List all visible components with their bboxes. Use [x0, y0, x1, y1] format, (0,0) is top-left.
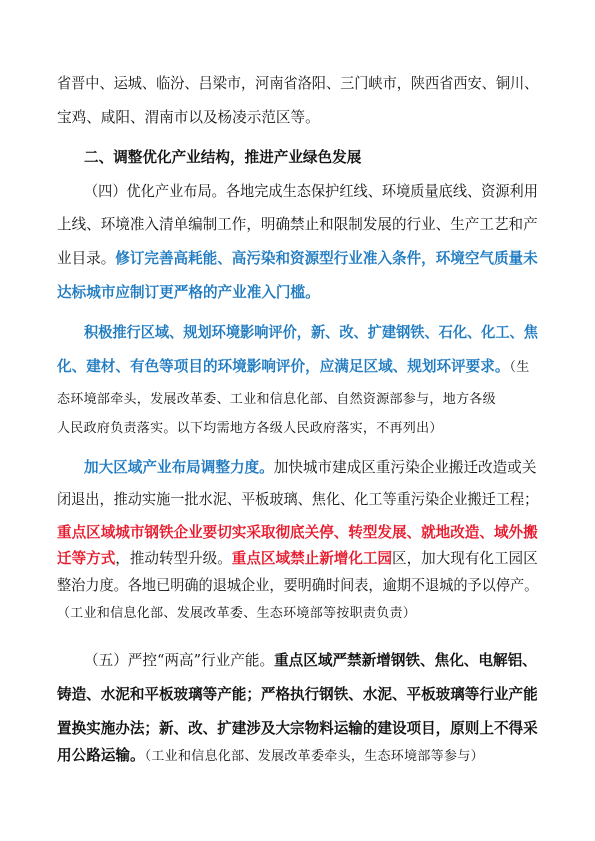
highlight-text: 积极推行区域、规划环境影响评价，新、改、扩建钢铁、石化、化工、焦 — [84, 324, 538, 341]
text-line: （四）优化产业布局。各地完成生态保护红线、环境质量底线、资源利用 — [84, 183, 538, 200]
highlight-text: 加大区域产业布局调整力度。 — [84, 459, 274, 476]
text-line — [57, 548, 538, 570]
highlight-text: 迁等方式 — [57, 550, 116, 567]
text-line: 人民政府负责落实。以下均需地方各级人民政府落实，不再列出） — [57, 421, 443, 436]
text-line — [84, 457, 536, 479]
text-line: 整治力度。各地已明确的退城企业，要明确时间表，逾期不退城的予以停产。 — [57, 577, 539, 594]
text-line: 省晋中、运城、临汾、吕梁市，河南省洛阳、三门峡市，陕西省西安、铜川、 — [57, 75, 539, 92]
text-segment: （工业和信息化部、发展改革委牵头，生态环境部等参与） — [144, 749, 484, 764]
text-line — [57, 248, 538, 270]
text-segment: 区，加大现有化工园区 — [392, 550, 538, 567]
text-line: 宝鸡、咸阳、渭南市以及杨凌示范区等。 — [57, 109, 320, 126]
text-line: （工业和信息化部、发展改革委、生态环境部等按职责负责） — [57, 606, 417, 621]
bold-text: 用公路运输。 — [57, 747, 145, 764]
highlight-text: 重点区域禁止新增化工园 — [231, 550, 393, 567]
text-line: 态环境部牵头，发展改革委、工业和信息化部、自然资源部参与，地方各级 — [57, 392, 496, 407]
text-line — [57, 745, 484, 767]
text-line: 闭退出，推动实施一批水泥、平板玻璃、焦化、化工等重污染企业搬迁工程； — [57, 491, 539, 508]
bold-text: 重点区域严禁新增钢铁、焦化、电解铝、 — [274, 652, 537, 669]
text-line — [84, 650, 537, 672]
highlight-text: 重点区域城市钢铁企业要切实采取彻底关停、转型发展、就地改造、域外搬 — [57, 524, 538, 541]
highlight-text: 达标城市应制订更严格的产业准入门槛。 — [57, 284, 320, 301]
text-segment: （生 — [509, 360, 530, 375]
bold-text: 铸造、水泥和平板玻璃等产能；严格执行钢铁、水泥、平板玻璃等行业产能 — [57, 686, 538, 703]
text-line — [57, 356, 530, 378]
text-segment: 业目录。 — [57, 250, 116, 267]
text-segment: ，推动转型升级。 — [115, 550, 232, 567]
bold-text: 置换实施办法；新、改、扩建涉及大宗物料运输的建设项目，原则上不得采 — [57, 720, 538, 737]
text-segment: （五）严控“两高”行业产能。 — [84, 652, 275, 669]
highlight-text: 修订完善高耗能、高污染和资源型行业准入条件，环境空气质量未 — [115, 250, 538, 267]
text-segment: 加快城市建成区重污染企业搬迁改造或关 — [273, 459, 537, 476]
text-line: 上线、环境准入清单编制工作，明确禁止和限制发展的行业、生产工艺和产 — [57, 216, 538, 233]
highlight-text: 化、建材、有色等项目的环境影响评价，应满足区域、规划环评要求。 — [57, 358, 510, 375]
section-heading: 二、调整优化产业结构，推进产业绿色发展 — [84, 149, 362, 166]
